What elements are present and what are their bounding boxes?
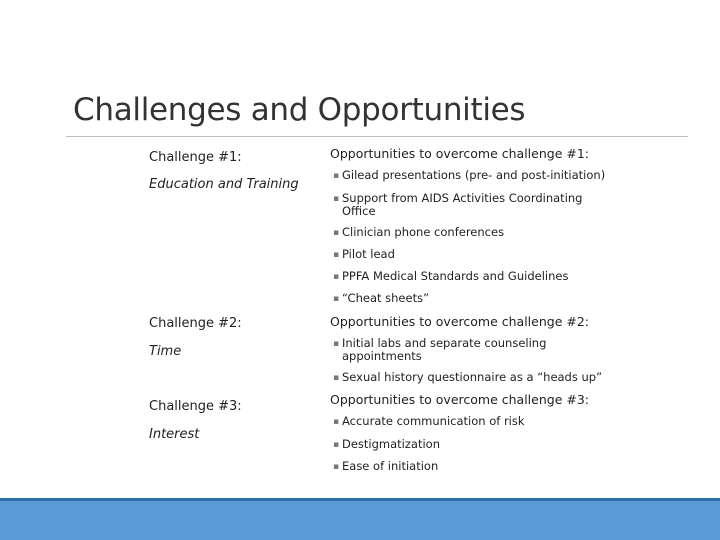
bullet-icon: ▪	[333, 373, 340, 383]
opportunities-3-heading: Opportunities to overcome challenge #3:	[330, 392, 589, 407]
list-item: ▪ Gilead presentations (pre- and post-initiation)	[333, 168, 606, 182]
bullet-icon: ▪	[333, 228, 340, 238]
list-item: ▪ Sexual history questionnaire as a “heads up”	[333, 370, 603, 384]
challenge-1-label: Challenge #1:	[149, 150, 242, 165]
slide-title: Challenges and Opportunities	[73, 92, 526, 128]
list-item: ▪ Clinician phone conferences	[333, 225, 505, 239]
challenge-2-label: Challenge #2:	[149, 316, 242, 331]
list-item: ▪ “Cheat sheets”	[333, 291, 430, 305]
challenge-2-topic: Time	[149, 344, 182, 359]
bullet-icon: ▪	[333, 171, 340, 181]
challenge-1-topic: Education and Training	[149, 177, 299, 192]
bullet-icon: ▪	[333, 194, 340, 204]
list-item: ▪ Destigmatization	[333, 437, 440, 451]
footer-bar	[0, 501, 720, 540]
title-divider	[66, 136, 688, 137]
bullet-icon: ▪	[333, 250, 340, 260]
list-item: ▪ Pilot lead	[333, 247, 395, 261]
list-item: ▪ Accurate communication of risk	[333, 414, 525, 428]
bullet-icon: ▪	[333, 339, 340, 349]
bullet-icon: ▪	[333, 294, 340, 304]
list-item: ▪ Initial labs and separate counseling appointments	[333, 336, 547, 363]
bullet-icon: ▪	[333, 440, 340, 450]
opportunities-2-heading: Opportunities to overcome challenge #2:	[330, 314, 589, 329]
bullet-icon: ▪	[333, 417, 340, 427]
challenge-3-topic: Interest	[149, 427, 200, 442]
bullet-icon: ▪	[333, 272, 340, 282]
list-item: ▪ Ease of initiation	[333, 459, 439, 473]
list-item: ▪ PPFA Medical Standards and Guidelines	[333, 269, 569, 283]
opportunities-1-heading: Opportunities to overcome challenge #1:	[330, 146, 589, 161]
challenge-3-label: Challenge #3:	[149, 399, 242, 414]
bullet-icon: ▪	[333, 462, 340, 472]
list-item: ▪ Support from AIDS Activities Coordinating Office	[333, 191, 583, 218]
